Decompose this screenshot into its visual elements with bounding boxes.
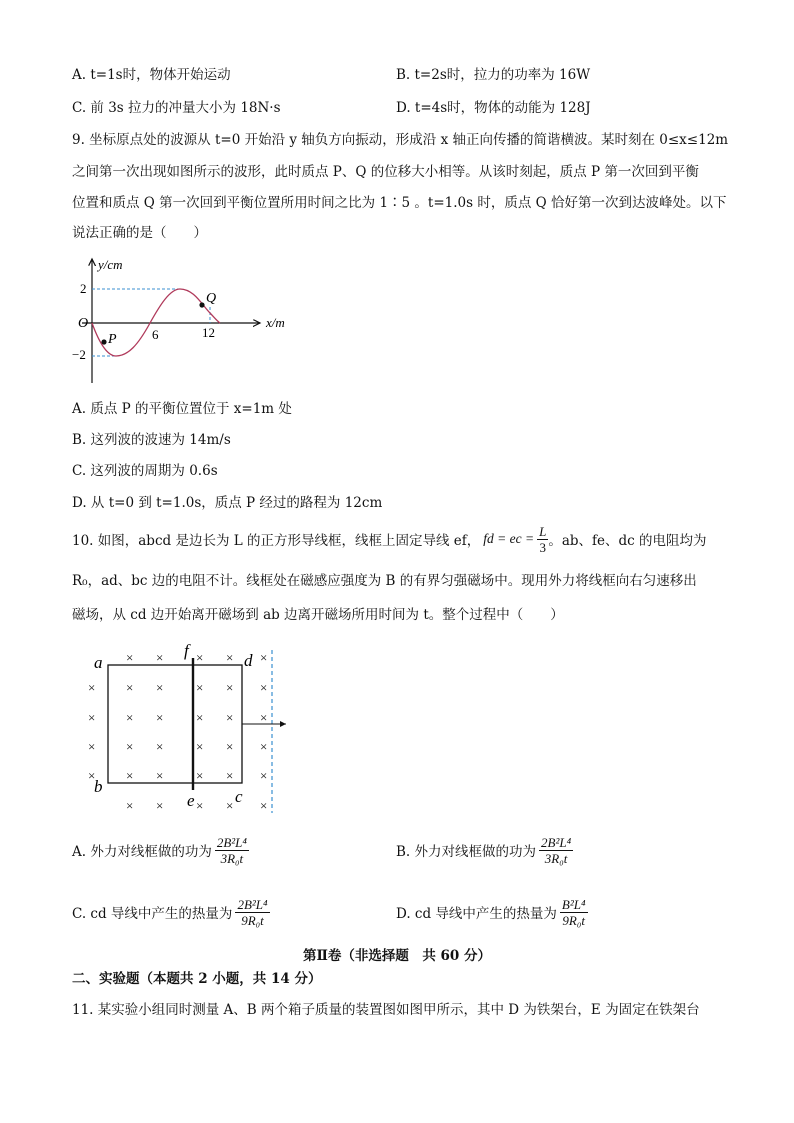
field-cross: ×	[226, 710, 234, 725]
field-cross: ×	[196, 739, 204, 754]
field-cross: ×	[226, 768, 234, 783]
wave-figure	[70, 255, 300, 385]
q8-option-c: C. 前 3s 拉力的冲量大小为 18N·s	[72, 100, 281, 116]
field-cross: ×	[88, 680, 96, 695]
q10-fraction	[537, 524, 548, 555]
field-cross: ×	[260, 768, 268, 783]
q10-option-b-text: B. 外力对线框做的功为	[396, 844, 537, 860]
q10-eq: fd = ec =	[483, 531, 535, 546]
q10-option-a-den: 3R₀t	[220, 850, 244, 866]
q10-line-2: R₀，ad、bc 边的电阻不计。线框处在磁感应强度为 B 的有界匀强磁场中。现用外力将线框向右匀速移出	[72, 573, 697, 589]
q10-option-c-num: 2B²L⁴	[237, 896, 268, 912]
tick-neg2: −2	[72, 347, 86, 362]
field-cross: ×	[226, 739, 234, 754]
label-c: c	[235, 787, 243, 806]
q10-option-c-frac	[235, 897, 269, 928]
q10-option-b	[396, 828, 573, 872]
field-cross: ×	[156, 768, 164, 783]
field-cross: ×	[260, 680, 268, 695]
q11-line: 11. 某实验小组同时测量 A、B 两个箱子质量的装置图如图甲所示，其中 D 为铁架台，E 为固定在铁架台	[72, 1002, 700, 1018]
field-cross: ×	[156, 650, 164, 665]
field-cross: ×	[156, 739, 164, 754]
q9-option-a: A. 质点 P 的平衡位置位于 x=1m 处	[72, 401, 292, 417]
q10-option-c-den: 9R₀t	[241, 912, 264, 928]
q8-option-d: D. t=4s时，物体的动能为 128J	[396, 100, 591, 116]
field-cross: ×	[196, 680, 204, 695]
tick-2: 2	[80, 281, 87, 296]
tick-6: 6	[152, 327, 159, 342]
field-cross: ×	[88, 710, 96, 725]
point-p-label: P	[108, 332, 117, 347]
q10-line-1-pre: 10. 如图，abcd 是边长为 L 的正方形导线框，线框上固定导线 ef，	[72, 533, 481, 549]
field-cross: ×	[88, 739, 96, 754]
point-q-marker	[199, 302, 204, 307]
label-f: f	[184, 641, 189, 660]
y-axis-label: y/cm	[98, 257, 123, 272]
label-d: d	[244, 651, 253, 670]
q10-option-c	[72, 890, 270, 934]
q10-frac-num: L	[539, 523, 547, 539]
label-e: e	[187, 791, 195, 810]
field-cross: ×	[260, 650, 268, 665]
field-cross: ×	[126, 650, 134, 665]
q10-line-3: 磁场，从 cd 边开始离开磁场到 ab 边离开磁场所用时间为 t。整个过程中（ ）	[72, 607, 564, 623]
q8-option-b: B. t=2s时，拉力的功率为 16W	[396, 67, 591, 83]
label-a: a	[94, 653, 103, 672]
field-cross: ×	[126, 710, 134, 725]
q10-option-c-text: C. cd 导线中产生的热量为	[72, 906, 233, 922]
field-cross: ×	[226, 650, 234, 665]
q10-option-b-num: 2B²L⁴	[541, 834, 572, 850]
magnetic-field-figure	[80, 638, 300, 818]
q8-option-a: A. t=1s时，物体开始运动	[72, 67, 231, 83]
field-cross: ×	[260, 710, 268, 725]
label-b: b	[94, 777, 103, 796]
origin-label: O	[78, 316, 89, 331]
field-cross: ×	[126, 680, 134, 695]
section2-heading: 二、实验题（本题共 2 小题，共 14 分）	[72, 971, 322, 987]
field-cross: ×	[226, 680, 234, 695]
field-cross: ×	[196, 650, 204, 665]
field-cross: ×	[196, 768, 204, 783]
q10-option-a-text: A. 外力对线框做的功为	[72, 844, 212, 860]
point-p-marker	[101, 339, 106, 344]
field-cross: ×	[126, 739, 134, 754]
tick-12: 12	[202, 325, 215, 340]
x-axis-label: x/m	[266, 315, 285, 330]
q10-option-b-frac	[539, 835, 573, 866]
q9-line-3: 位置和质点 Q 第一次回到平衡位置所用时间之比为 1∶5 。t=1.0s 时，质点 Q 恰好第一次到达波峰处。以下	[72, 195, 727, 211]
section-title: 第Ⅱ卷（非选择题 共 60 分）	[302, 948, 492, 964]
field-cross: ×	[156, 680, 164, 695]
q10-option-d-den: 9R₀t	[562, 912, 585, 928]
field-cross: ×	[156, 710, 164, 725]
field-cross: ×	[196, 798, 204, 813]
q9-line-1: 9. 坐标原点处的波源从 t=0 开始沿 y 轴负方向振动，形成沿 x 轴正向传播的简谐横波。某时刻在 0≤x≤12m	[72, 132, 729, 148]
point-q-label: Q	[206, 291, 217, 306]
field-cross: ×	[226, 798, 234, 813]
q10-option-b-den: 3R₀t	[544, 850, 568, 866]
q9-option-c: C. 这列波的周期为 0.6s	[72, 463, 218, 479]
q9-line-4: 说法正确的是（ ）	[72, 225, 207, 241]
q10-option-a-num: 2B²L⁴	[216, 834, 247, 850]
field-cross: ×	[88, 768, 96, 783]
q10-option-d-text: D. cd 导线中产生的热量为	[396, 906, 557, 922]
field-cross: ×	[126, 768, 134, 783]
field-cross: ×	[196, 710, 204, 725]
q10-option-d-frac	[560, 897, 588, 928]
q10-line-1-post: 。ab、fe、dc 的电阻均为	[548, 533, 707, 549]
q10-option-d	[396, 890, 588, 934]
q10-line-1	[72, 520, 707, 558]
q9-line-2: 之间第一次出现如图所示的波形，此时质点 P、Q 的位移大小相等。从该时刻起，质点 P 第一次回到平衡	[72, 164, 699, 180]
q10-option-d-num: B²L⁴	[561, 896, 586, 912]
q9-option-b: B. 这列波的波速为 14m/s	[72, 432, 231, 448]
field-cross: ×	[126, 798, 134, 813]
field-cross: ×	[156, 798, 164, 813]
q10-option-a	[72, 828, 249, 872]
field-cross: ×	[260, 798, 268, 813]
q9-option-d: D. 从 t=0 到 t=1.0s，质点 P 经过的路程为 12cm	[72, 495, 383, 511]
q10-option-a-frac	[215, 835, 249, 866]
q10-frac-den: 3	[539, 539, 546, 555]
field-cross: ×	[260, 739, 268, 754]
